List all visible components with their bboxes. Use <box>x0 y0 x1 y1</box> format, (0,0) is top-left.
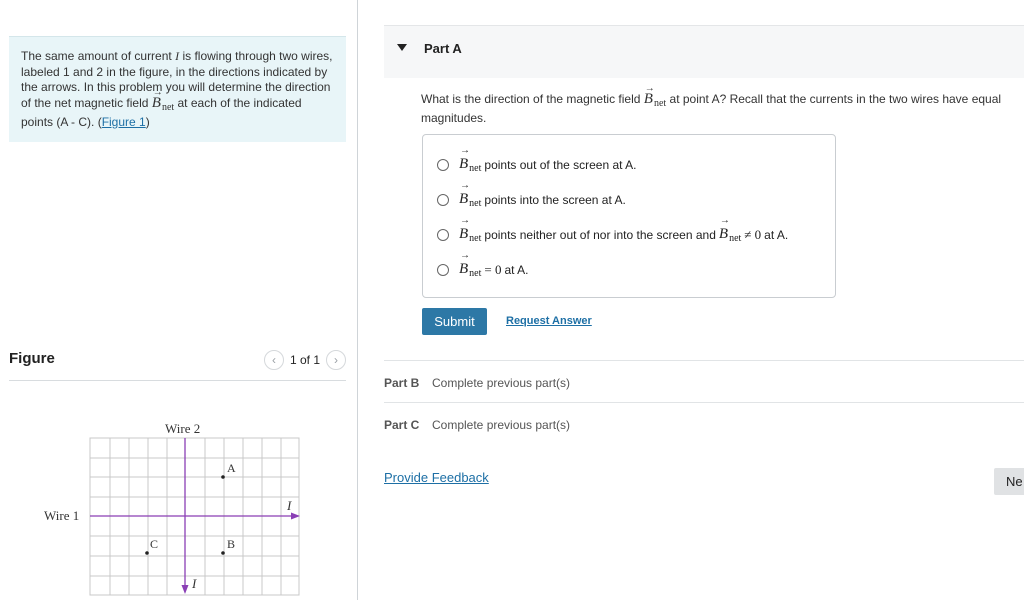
answer-options <box>422 134 836 298</box>
b-net-symbol: → $B_{net}$ <box>719 226 741 244</box>
point-b-label: B <box>227 537 236 551</box>
current-label-wire-2: I <box>192 576 197 591</box>
current-symbol: I <box>175 49 180 63</box>
part-a-question <box>421 92 1024 126</box>
part-a-title: Part A <box>424 41 462 56</box>
wires-figure <box>40 418 310 600</box>
intro-text-2: is flowing through two wires, labeled 1 and 2 in the figure, in the directions indicated by the arrows. In this problem you will determine the direction of the net magnetic field <box>21 49 333 110</box>
option-neither-nonzero[interactable] <box>437 225 788 245</box>
point-c-label: C <box>150 537 159 551</box>
radio-button[interactable] <box>437 264 449 276</box>
option-tail: at A. <box>504 263 529 277</box>
figure-title: Figure <box>9 350 55 367</box>
intro-text-3: at each of the indicated points (A - C). ( <box>21 95 302 129</box>
figure-link[interactable]: Figure 1 <box>101 115 146 129</box>
question-text-2: at point A? Recall that the currents in the two wires have equal magnitudes. <box>421 92 1002 125</box>
b-net-symbol: → $B_{net}$ <box>152 96 174 116</box>
figure-header <box>9 342 346 381</box>
left-panel <box>0 0 358 600</box>
point-a-dot <box>221 475 225 479</box>
option-label: points into the screen at A. <box>484 193 626 207</box>
chevron-right-icon[interactable]: › <box>326 350 346 370</box>
part-b-label: Part B <box>384 376 420 390</box>
option-relation: = 0 <box>484 262 502 277</box>
option-out-of-screen[interactable] <box>437 155 637 175</box>
wire-2-arrow-icon <box>182 585 189 594</box>
wire-1-label: Wire 1 <box>44 508 80 523</box>
part-c-label: Part C <box>384 418 420 432</box>
intro-text-1: The same amount of current <box>21 49 172 63</box>
chevron-left-icon[interactable]: ‹ <box>264 350 284 370</box>
point-b-dot <box>221 551 225 555</box>
part-b-row[interactable] <box>384 360 1024 401</box>
wire-2-label: Wire 2 <box>165 421 201 436</box>
caret-down-icon[interactable] <box>397 44 407 51</box>
b-net-symbol: → $B_{net}$ <box>459 191 481 209</box>
current-label-wire-1: I <box>287 498 292 513</box>
option-zero[interactable] <box>437 260 529 280</box>
part-c-status: Complete previous part(s) <box>432 418 571 432</box>
b-net-symbol: → $B_{net}$ <box>644 92 666 111</box>
b-net-symbol: → $B_{net}$ <box>459 156 481 174</box>
next-button[interactable]: Ne <box>994 468 1024 495</box>
point-a-label: A <box>227 461 236 475</box>
b-net-symbol: → $B_{net}$ <box>459 261 481 279</box>
request-answer-link[interactable]: Request Answer <box>506 315 592 327</box>
option-tail: at A. <box>764 228 789 242</box>
pager-text: 1 of 1 <box>289 353 320 367</box>
provide-feedback-link[interactable]: Provide Feedback <box>384 470 489 485</box>
b-net-symbol: → $B_{net}$ <box>459 226 481 244</box>
option-relation: ≠ 0 <box>744 227 762 242</box>
radio-button[interactable] <box>437 159 449 171</box>
question-text-1: What is the direction of the magnetic field <box>421 92 641 106</box>
submit-button[interactable]: Submit <box>422 308 487 335</box>
panel-divider <box>357 0 358 600</box>
problem-intro <box>9 36 346 142</box>
figure-pager <box>264 349 346 371</box>
intro-text-4: ) <box>145 115 150 129</box>
option-into-screen[interactable] <box>437 190 626 210</box>
part-a-header[interactable] <box>384 25 1024 78</box>
point-c-dot <box>145 551 149 555</box>
option-label: points out of the screen at A. <box>484 158 637 172</box>
radio-button[interactable] <box>437 229 449 241</box>
part-c-row[interactable] <box>384 402 1024 443</box>
radio-button[interactable] <box>437 194 449 206</box>
option-label: points neither out of nor into the screen and <box>484 228 716 242</box>
part-b-status: Complete previous part(s) <box>432 376 571 390</box>
